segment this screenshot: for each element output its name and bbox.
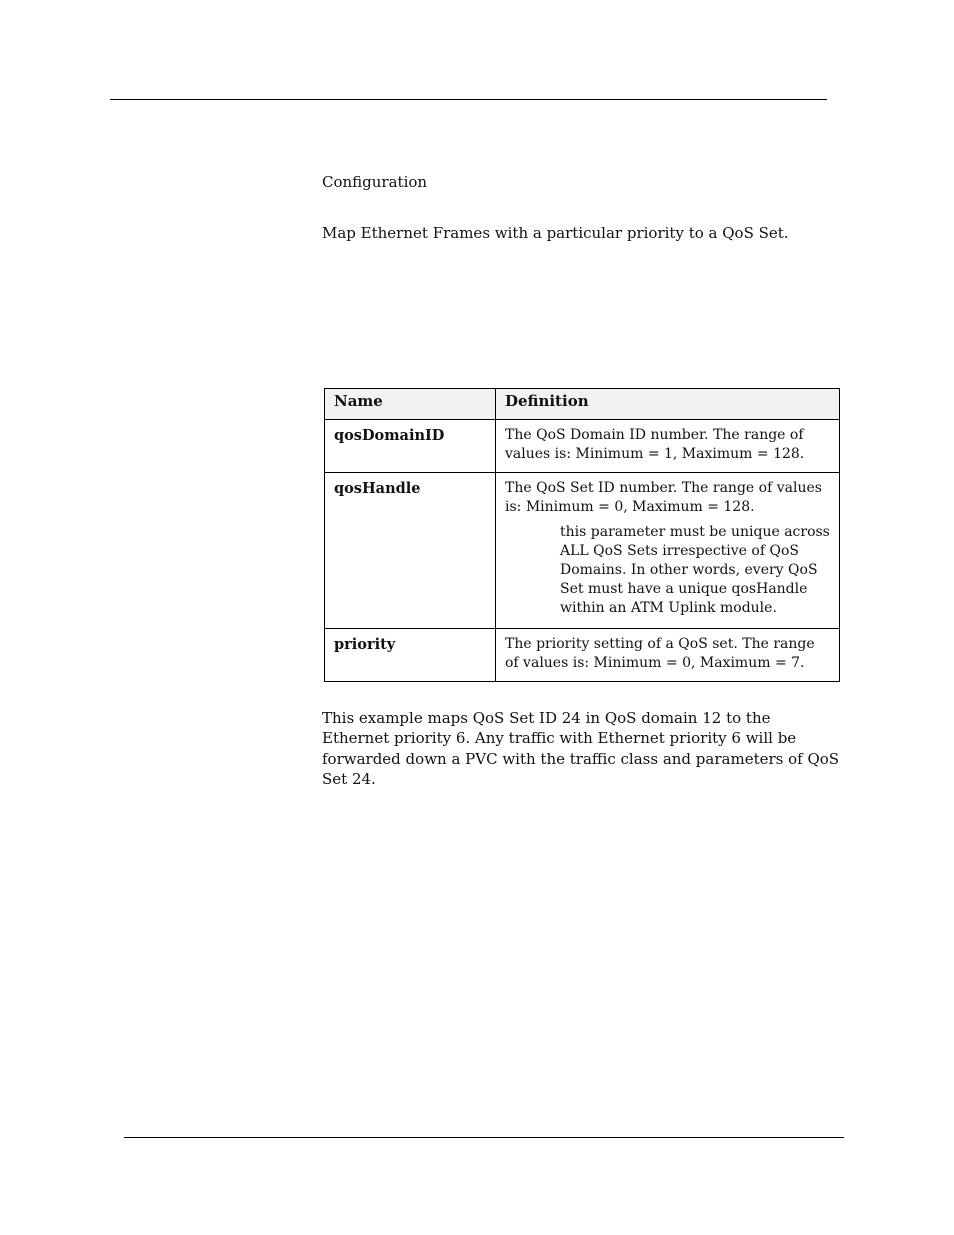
param-name: priority xyxy=(325,629,496,682)
parameter-table xyxy=(324,388,840,682)
table-row xyxy=(325,473,840,629)
example-text: This example maps QoS Set ID 24 in QoS domain 12 to the Ethernet priority 6. Any traffic with Ethernet priority 6 will be forwarded down a PVC with the traffic class and parameters of QoS Set 24. xyxy=(322,709,840,788)
note-text: this parameter must be unique across ALL QoS Sets irrespective of QoS Domains. In other words, every QoS Set must have a unique qosHandle within an ATM Uplink module. xyxy=(560,524,830,616)
param-definition xyxy=(496,629,840,682)
param-definition xyxy=(496,473,840,629)
footer-rule xyxy=(124,1137,844,1138)
param-name: qosHandle xyxy=(325,473,496,629)
table-row xyxy=(325,629,840,682)
description-text: Map Ethernet Frames with a particular priority to a QoS Set. xyxy=(322,224,789,242)
definition-text: The QoS Domain ID number. The range of values is: Minimum = 1, Maximum = 128. xyxy=(505,427,805,462)
header-rule xyxy=(110,99,827,100)
column-header-definition: Definition xyxy=(496,389,840,420)
param-definition xyxy=(496,420,840,473)
param-name: qosDomainID xyxy=(325,420,496,473)
mode-text: Configuration xyxy=(322,173,428,191)
definition-text: The QoS Set ID number. The range of values is: Minimum = 0, Maximum = 128. xyxy=(505,480,822,515)
table-header-row xyxy=(325,389,840,420)
definition-text: The priority setting of a QoS set. The range of values is: Minimum = 0, Maximum = 7. xyxy=(505,636,815,671)
table-row xyxy=(325,420,840,473)
column-header-name: Name xyxy=(325,389,496,420)
